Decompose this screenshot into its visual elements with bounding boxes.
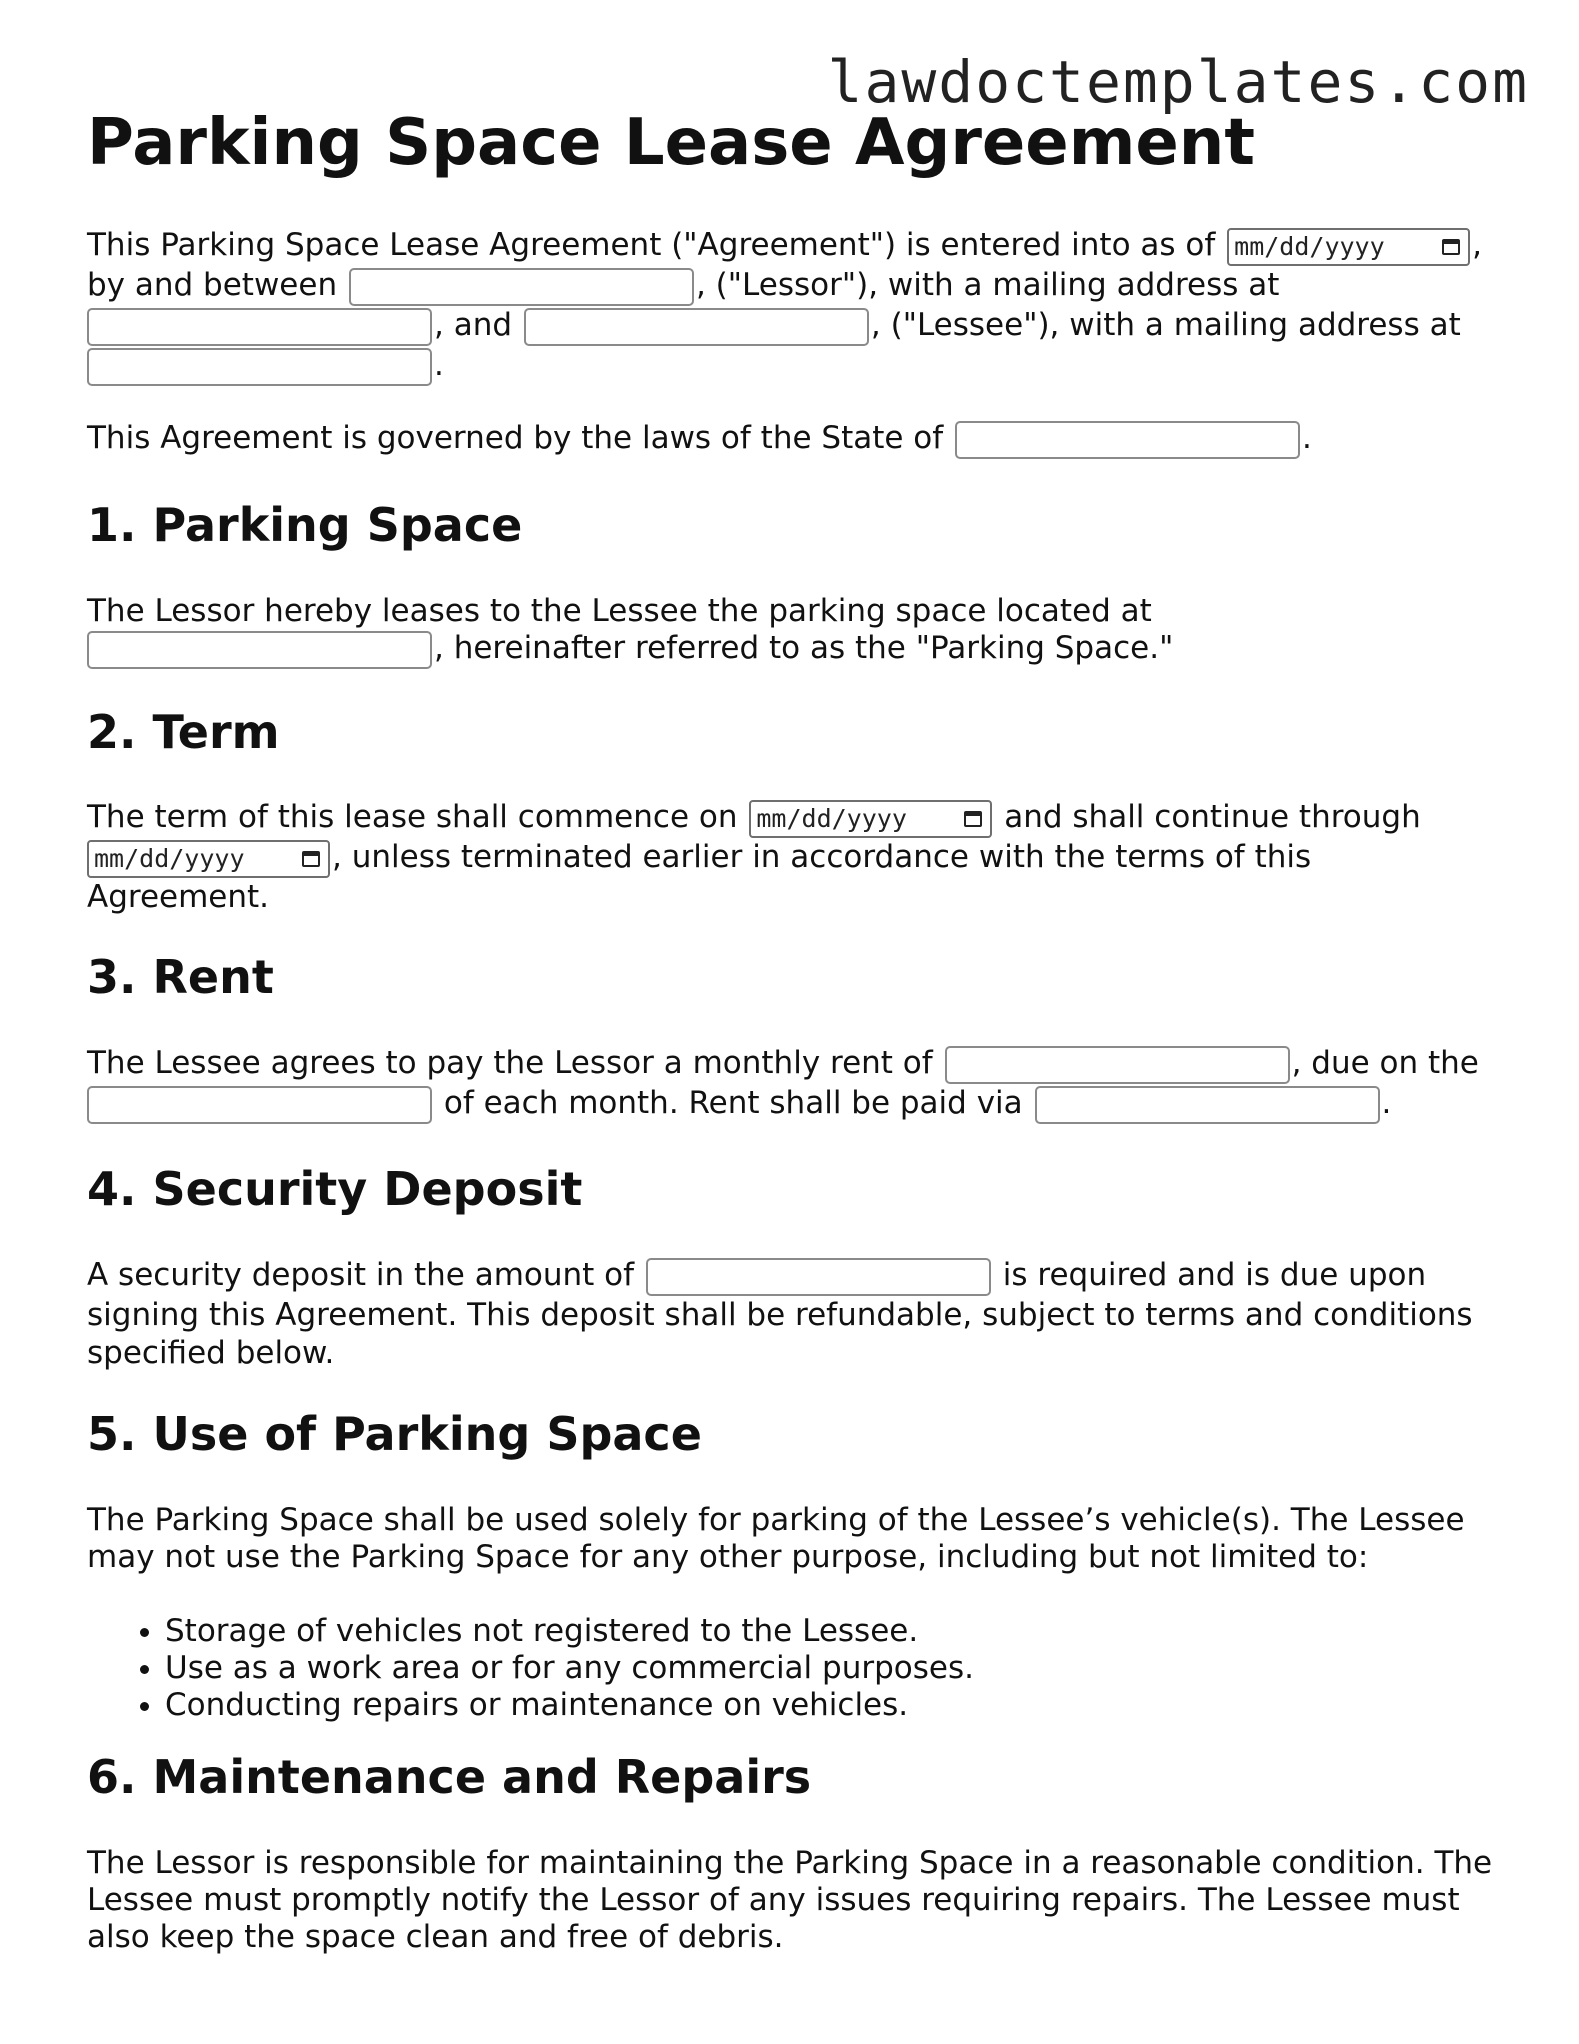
site-watermark: lawdoctemplates.com [827, 48, 1529, 116]
intro-between-text: by and between [87, 267, 338, 303]
term-agreement-text: Agreement. [87, 879, 270, 915]
section-1-text: The Lessor hereby leases to the Lessee the parking space located at [87, 593, 1152, 629]
intro-comma: , [1472, 227, 1482, 263]
use-text-2: may not use the Parking Space for any other purpose, including but not limited to: [87, 1539, 1369, 1575]
term-end-date-input[interactable]: mm/dd/yyyy [87, 840, 330, 878]
term-continue-text: and shall continue through [1004, 799, 1421, 835]
lessee-name-input[interactable] [524, 308, 869, 346]
calendar-icon [1442, 239, 1460, 255]
monthly-rent-input[interactable] [945, 1046, 1290, 1084]
maintenance-text-1: The Lessor is responsible for maintaining the Parking Space in a reasonable condition. The [87, 1845, 1493, 1881]
lessee-label-text: , ("Lessee"), with a mailing address at [870, 307, 1461, 343]
and-text: , and [434, 307, 513, 343]
list-item: • Use as a work area or for any commercial purposes. [165, 1650, 1579, 1687]
calendar-icon [964, 811, 982, 827]
calendar-icon [302, 851, 320, 867]
section-5-paragraph [87, 1500, 1507, 1574]
rent-text: The Lessee agrees to pay the Lessor a monthly rent of [87, 1045, 933, 1081]
section-heading-security-deposit: 4. Security Deposit [87, 1162, 583, 1216]
section-1-paragraph [87, 591, 1507, 668]
term-start-text: The term of this lease shall commence on [87, 799, 738, 835]
deposit-amount-input[interactable] [646, 1258, 991, 1296]
section-6-paragraph [87, 1843, 1507, 1954]
maintenance-text-3: also keep the space clean and free of debris. [87, 1919, 784, 1955]
use-text-1: The Parking Space shall be used solely for parking of the Lessee’s vehicle(s). The Lessee [87, 1502, 1465, 1538]
rent-period: . [1381, 1085, 1392, 1121]
section-heading-term: 2. Term [87, 705, 280, 759]
deposit-specified-text: specified below. [87, 1335, 335, 1371]
section-heading-maintenance: 6. Maintenance and Repairs [87, 1750, 812, 1804]
document-title: Parking Space Lease Agreement [87, 106, 1255, 180]
term-start-date-input[interactable]: mm/dd/yyyy [749, 800, 992, 838]
intro-period: . [434, 347, 444, 383]
section-heading-parking-space: 1. Parking Space [87, 498, 523, 552]
deposit-text: A security deposit in the amount of [87, 1257, 635, 1293]
lessor-name-input[interactable] [349, 268, 694, 306]
lessee-address-input[interactable] [87, 348, 432, 386]
maintenance-text-2: Lessee must promptly notify the Lessor of any issues requiring repairs. The Lessee must [87, 1882, 1460, 1918]
payment-method-text: of each month. Rent shall be paid via [443, 1085, 1023, 1121]
prohibited-uses-list [87, 1613, 1579, 1724]
lessor-address-input[interactable] [87, 308, 432, 346]
section-2-paragraph [87, 797, 1507, 917]
term-terminated-text: , unless terminated earlier in accordance with the terms of this [332, 839, 1312, 875]
deposit-required-text: is required and is due upon [1002, 1257, 1427, 1293]
section-1-text-2: , hereinafter referred to as the "Parking Space." [434, 630, 1174, 666]
deposit-refund-text: signing this Agreement. This deposit shall be refundable, subject to terms and conditions [87, 1297, 1473, 1333]
due-day-input[interactable] [87, 1086, 432, 1124]
governing-text: This Agreement is governed by the laws of the State of [87, 420, 944, 456]
due-text: , due on the [1291, 1045, 1479, 1081]
list-item: • Storage of vehicles not registered to the Lessee. [165, 1613, 1579, 1650]
agreement-date-input[interactable]: mm/dd/yyyy [1227, 228, 1470, 266]
section-heading-rent: 3. Rent [87, 950, 274, 1004]
section-3-paragraph [87, 1043, 1507, 1123]
section-heading-use: 5. Use of Parking Space [87, 1407, 702, 1461]
intro-text: This Parking Space Lease Agreement ("Agreement") is entered into as of [87, 227, 1216, 263]
section-4-paragraph [87, 1255, 1507, 1371]
lessor-label-text: , ("Lessor"), with a mailing address at [695, 267, 1280, 303]
list-item: • Conducting repairs or maintenance on vehicles. [165, 1687, 1579, 1724]
state-input[interactable] [955, 421, 1300, 459]
payment-method-input[interactable] [1035, 1086, 1380, 1124]
governing-period: . [1302, 420, 1312, 456]
parking-location-input[interactable] [87, 631, 432, 669]
intro-paragraph [87, 225, 1507, 385]
governing-law-paragraph [87, 418, 1507, 459]
